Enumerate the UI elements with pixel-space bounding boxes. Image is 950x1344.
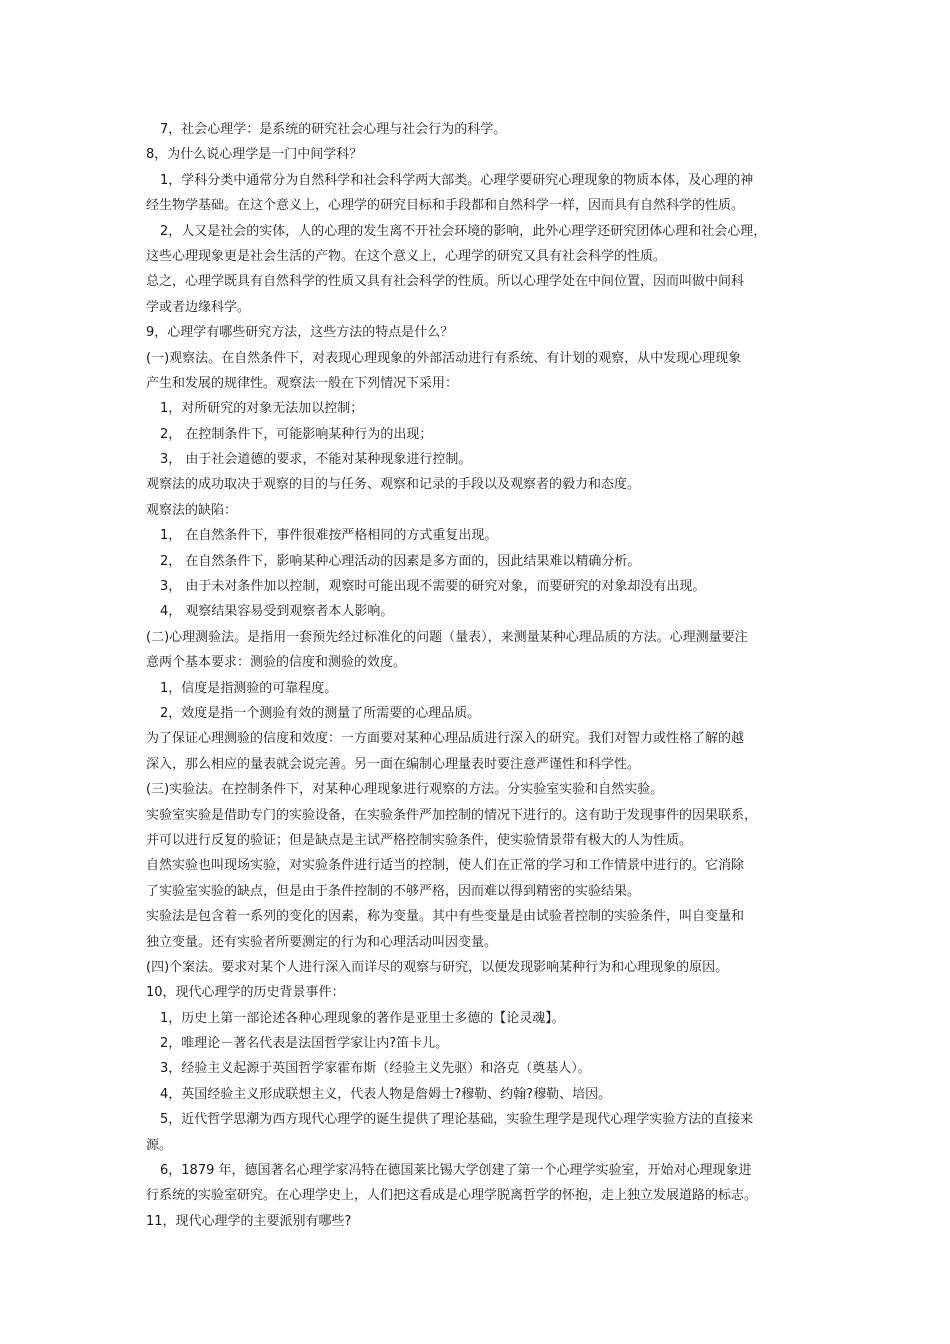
text-line: 3， 由于社会道德的要求，不能对某种现象进行控制。: [160, 452, 472, 468]
text-line: 1， 在自然条件下，事件很难按严格相同的方式重复出现。: [160, 528, 498, 544]
text-line: 2， 在控制条件下，可能影响某种行为的出现；: [160, 426, 433, 442]
text-line: 为了保证心理测验的信度和效度：一方面要对某种心理品质进行深入的研究。我们对智力或性格了解的越: [146, 731, 745, 747]
text-line: 实验室实验是借助专门的实验设备，在实验条件严加控制的情况下进行的。这有助于发现事件的因果联系，: [146, 807, 758, 823]
text-line: 4，英国经验主义形成联想主义，代表人物是詹姆士?穆勒、约翰?穆勒、培因。: [160, 1086, 612, 1102]
text-line: 学或者边缘科学。: [146, 299, 251, 315]
text-line: 2，唯理论－著名代表是法国哲学家让内?笛卡儿。: [160, 1036, 449, 1052]
text-line: 产生和发展的规律性。观察法一般在下列情况下采用：: [146, 375, 459, 391]
text-line: 自然实验也叫现场实验，对实验条件进行适当的控制，使人们在正常的学习和工作情景中进行的。它消除: [146, 858, 745, 874]
text-line: 2，效度是指一个测验有效的测量了所需要的心理品质。: [160, 705, 481, 721]
text-line: 并可以进行反复的验证；但是缺点是主试严格控制实验条件，使实验情景带有极大的人为性质。: [146, 832, 693, 848]
text-line: 10，现代心理学的历史背景事件：: [146, 985, 345, 1001]
text-line: 5，近代哲学思潮为西方现代心理学的诞生提供了理论基础，实验生理学是现代心理学实验方法的直接来: [160, 1112, 754, 1128]
text-line: 这些心理现象更是社会生活的产物。在这个意义上，心理学的研究又具有社会科学的性质。: [146, 248, 667, 264]
text-line: 2，人又是社会的实体，人的心理的发生离不开社会环境的影响，此外心理学还研究团体心理和社会心理，: [160, 223, 767, 239]
text-line: 1，历史上第一部论述各种心理现象的著作是亚里士多德的【论灵魂】。: [160, 1010, 565, 1026]
text-line: 了实验室实验的缺点，但是由于条件控制的不够严格，因而难以得到精密的实验结果。: [146, 883, 641, 899]
text-line: 6，1879 年，德国著名心理学家冯特在德国莱比锡大学创建了第一个心理学实验室，开始对心理现象进: [160, 1163, 752, 1179]
text-line: (二)心理测验法。是指用一套预先经过标准化的问题（量表），来测量某种心理品质的方法。心理测量要注: [146, 629, 748, 645]
text-line: 8，为什么说心理学是一门中间学科？: [146, 147, 363, 163]
text-line: 观察法的成功取决于观察的目的与任务、观察和记录的手段以及观察者的毅力和态度。: [146, 477, 641, 493]
text-line: 11，现代心理学的主要派别有哪些?: [146, 1213, 352, 1229]
text-line: 1，对所研究的对象无法加以控制；: [160, 401, 364, 417]
text-line: (三)实验法。在控制条件下，对某种心理现象进行观察的方法。分实验室实验和自然实验。: [146, 782, 664, 798]
text-line: 实验法是包含着一系列的变化的因素，称为变量。其中有些变量是由试验者控制的实验条件，叫自变量和: [146, 909, 745, 925]
document-body: [146, 117, 810, 1234]
text-line: 2， 在自然条件下，影响某种心理活动的因素是多方面的，因此结果难以精确分析。: [160, 553, 641, 569]
text-line: 意两个基本要求：测验的信度和测验的效度。: [146, 655, 407, 671]
text-line: 行系统的实验室研究。在心理学史上，人们把这看成是心理学脱离哲学的怀抱，走上独立发展道路的标志。: [146, 1188, 758, 1204]
text-line: (一)观察法。在自然条件下，对表现心理现象的外部活动进行有系统、有计划的观察，从中发现心理现象: [146, 350, 742, 366]
text-line: (四)个案法。要求对某个人进行深入而详尽的观察与研究，以便发现影响某种行为和心理现象的原因。: [146, 959, 729, 975]
text-line: 9，心理学有哪些研究方法，这些方法的特点是什么？: [146, 325, 454, 341]
text-line: 经生物学基础。在这个意义上，心理学的研究目标和手段都和自然科学一样，因而具有自然科学的性质。: [146, 198, 745, 214]
text-line: 总之，心理学既具有自然科学的性质又具有社会科学的性质。所以心理学处在中间位置，因而叫做中间科: [146, 274, 745, 290]
text-line: 7，社会心理学：是系统的研究社会心理与社会行为的科学。: [160, 122, 507, 137]
text-line: 源。: [146, 1137, 173, 1153]
text-line: 观察法的缺陷：: [146, 502, 238, 518]
text-line: 独立变量。还有实验者所要测定的行为和心理活动叫因变量。: [146, 934, 498, 950]
text-line: 4， 观察结果容易受到观察者本人影响。: [160, 604, 394, 620]
text-line: 深入，那么相应的量表就会说完善。另一面在编制心理量表时要注意严谨性和科学性。: [146, 756, 641, 772]
text-line: 1，信度是指测验的可靠程度。: [160, 680, 338, 696]
text-line: 1，学科分类中通常分为自然科学和社会科学两大部类。心理学要研究心理现象的物质本体，及心理的神: [160, 172, 754, 188]
text-line: 3， 由于未对条件加以控制，观察时可能出现不需要的研究对象，而要研究的对象却没有出现。: [160, 579, 706, 595]
text-line: 3，经验主义起源于英国哲学家霍布斯（经验主义先驱）和洛克（奠基人）。: [160, 1061, 591, 1077]
